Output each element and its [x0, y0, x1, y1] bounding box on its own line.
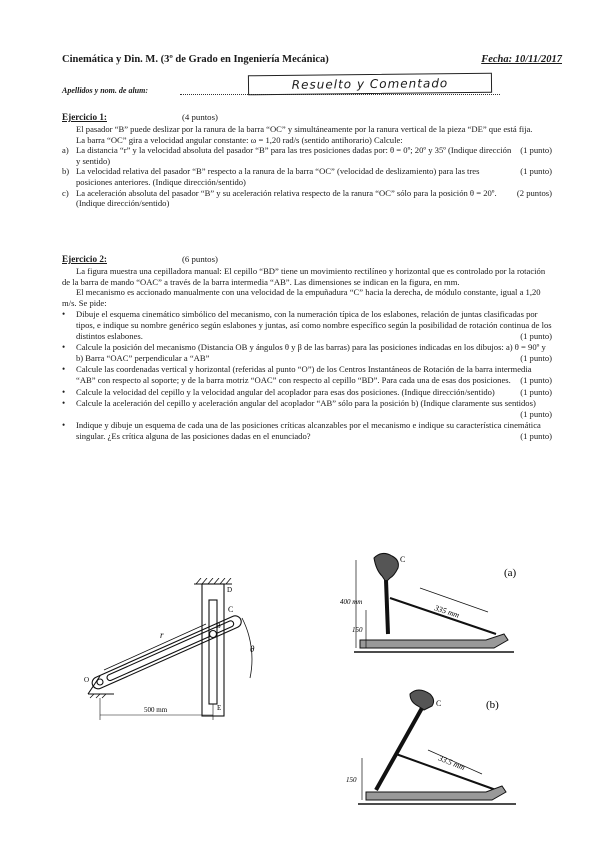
exercise-1-item-a	[62, 145, 552, 166]
bullet-text	[76, 420, 552, 441]
control-bar-oac	[386, 580, 388, 634]
item-body: La aceleración absoluta del pasador “B” y su aceleración relativa respecto de la ranura “OC” sólo para la posición θ = 20º. (Indique dirección/sentido)	[76, 187, 497, 209]
exercise-2-bullet-4	[62, 387, 552, 398]
exercise-2-bullet-5	[62, 398, 552, 419]
bullet-text	[76, 342, 552, 363]
label-e: E	[217, 704, 222, 712]
figure-planer-position-a	[336, 548, 530, 668]
label-500mm: 500 mm	[144, 706, 168, 714]
bullet-points: (1 punto)	[520, 386, 552, 397]
bullet-text	[76, 309, 552, 341]
figure-slotted-bar	[82, 578, 282, 728]
bullet-body: Indique y dibuje un esquema de cada una de las posiciones críticas alcanzables por el mecanismo e indique su característica cinemática singular. ¿Es crítica alguna de las posiciones dadas en el enunciado?	[76, 420, 541, 441]
bullet-points: (1 punto)	[520, 430, 552, 441]
pivot-o	[97, 679, 103, 685]
label-c-a: C	[400, 555, 406, 564]
bullet-text	[76, 398, 552, 419]
bullet-icon: •	[62, 420, 66, 431]
label-335mm: 335 mm	[433, 603, 461, 620]
fixed-slotted-piece	[202, 584, 224, 716]
student-name-label: Apellidos y nom. de alum:	[62, 86, 148, 95]
exercise-1-paragraph-1: El pasador “B” puede deslizar por la ranura de la barra “OC” y simultáneamente por la ranura vertical de la pieza “DE” que está fija.	[76, 124, 533, 134]
exercise-2-points: (6 puntos)	[182, 254, 218, 264]
bullet-icon: •	[62, 398, 66, 409]
exercise-2-paragraph-2: El mecanismo es accionado manualmente con una velocidad de la empuñadura “C” hacia la derecha, de módulo constante, igual a 1,20 m/s. Se pide:	[62, 287, 541, 308]
bullet-icon: •	[62, 386, 66, 397]
item-body: La velocidad relativa del pasador “B” respecto a la ranura de la barra “OC” (velocidad de deslizamiento) para las tres posiciones anteriores. (Indique dirección/sentido)	[76, 166, 480, 187]
label-d: D	[227, 586, 233, 594]
exercise-1	[62, 112, 552, 209]
r-dimension	[104, 624, 206, 670]
exercise-2-bullet-1	[62, 309, 552, 341]
bullet-text	[76, 364, 552, 385]
label-335mm-b: 33.5 mm	[437, 753, 467, 773]
bullet-text	[76, 387, 552, 398]
coupler-ab	[390, 598, 496, 634]
exam-date: Fecha: 10/11/2017	[481, 54, 562, 65]
label-position-b: (b)	[486, 699, 499, 711]
item-text	[76, 145, 552, 166]
exam-header	[62, 52, 562, 95]
figure-planer-position-b	[336, 684, 530, 810]
bullet-points: (1 punto)	[520, 374, 552, 385]
handwritten-name: Resuelto y Comentado	[248, 73, 492, 96]
label-150-a: 150	[352, 626, 363, 634]
item-body: La distancia “r” y la velocidad absoluta del pasador “B” para las tres posiciones dadas por: θ = 0º; 20º y 35º (Indique dirección y sentido)	[76, 145, 512, 166]
exercise-2-bullet-6	[62, 420, 552, 441]
exercise-2-heading	[62, 254, 552, 266]
bullet-icon: •	[62, 342, 66, 353]
label-o: O	[84, 676, 90, 684]
label-c: C	[228, 605, 234, 614]
exercise-1-item-c	[62, 188, 552, 209]
exercise-1-heading	[62, 112, 552, 124]
item-text	[76, 166, 552, 187]
exercise-1-item-b	[62, 166, 552, 187]
bullet-body: Calcule la posición del mecanismo (Distancia OB y ángulos θ y β de las barras) para las posiciones indicadas en los dibujos: a) θ = 90º y b) Barra “OAC” perpendicular a “AB”	[76, 342, 546, 363]
bullet-body: Calcule las coordenadas vertical y horizontal (referidas al punto “O”) de los Centros Instantáneos de Rotación de la barra intermedia “AB” con respecto al soporte; y de la barra motriz “OAC” con respecto al cepillo “BD”. Para cada una de esas dos posiciones.	[76, 364, 532, 385]
bullet-body: Dibuje el esquema cinemático simbólico del mecanismo, con la numeración típica de los eslabones, relación de juntas clasificadas por tipos, e indique su nombre genérico según eslabones y juntas, así como nombre específico según la posibilidad de rotación continua de los distintos eslabones.	[76, 309, 552, 341]
label-150-b: 150	[346, 776, 357, 784]
bullet-points: (1 punto)	[520, 330, 552, 341]
bullet-icon: •	[62, 364, 66, 375]
label-c-b: C	[436, 699, 442, 708]
label-b: B	[216, 622, 221, 630]
label-theta: θ	[250, 644, 255, 654]
bullet-points: (1 punto)	[520, 408, 552, 419]
handle-c-b	[410, 690, 434, 710]
label-400mm: 400 mm	[340, 598, 363, 606]
exercise-1-title: Ejercicio 1:	[62, 112, 107, 122]
item-points: (1 punto)	[520, 166, 552, 177]
pin-b	[210, 631, 217, 638]
exercise-2-bullet-3	[62, 364, 552, 385]
planer-bd	[360, 634, 508, 648]
handle-c	[374, 553, 398, 582]
item-label: c)	[62, 187, 69, 198]
course-title: Cinemática y Din. M. (3º de Grado en Ingeniería Mecánica)	[62, 54, 329, 65]
exercise-1-paragraph-2: La barra “OC” gira a velocidad angular constante: ω = 1,20 rad/s (sentido antihorario) Calcule:	[76, 134, 403, 145]
control-bar-oac-b	[376, 708, 422, 790]
exercise-2	[62, 254, 552, 442]
exercise-2-paragraph-1: La figura muestra una cepilladora manual: El cepillo “BD” tiene un movimiento rectilíneo y horizontal que es controlado por la rotación de la barra de mando “OAC” a través de la barra intermedia “AB”. Las dimensiones se indican en la figura, en mm.	[62, 266, 546, 287]
item-points: (2 puntos)	[516, 187, 552, 198]
planer-bd-b	[366, 786, 506, 800]
bullet-icon: •	[62, 309, 66, 320]
exercise-1-points: (4 puntos)	[182, 112, 218, 122]
label-r: r	[160, 630, 164, 640]
bullet-body: Calcule la aceleración del cepillo y aceleración angular del acoplador “AB” sólo para la posición b) (Indique claramente sus sentidos)	[76, 398, 536, 409]
exercise-2-title: Ejercicio 2:	[62, 254, 107, 264]
item-points: (1 punto)	[520, 145, 552, 156]
vertical-slot	[209, 600, 217, 704]
item-label: a)	[62, 145, 69, 156]
bullet-body: Calcule la velocidad del cepillo y la velocidad angular del acoplador para esas dos posiciones. (Indique dirección/sentido)	[76, 386, 495, 397]
label-position-a: (a)	[504, 567, 517, 579]
bullet-points: (1 punto)	[520, 352, 552, 363]
item-text	[76, 188, 552, 209]
item-label: b)	[62, 166, 70, 177]
exercise-2-bullet-2	[62, 342, 552, 363]
